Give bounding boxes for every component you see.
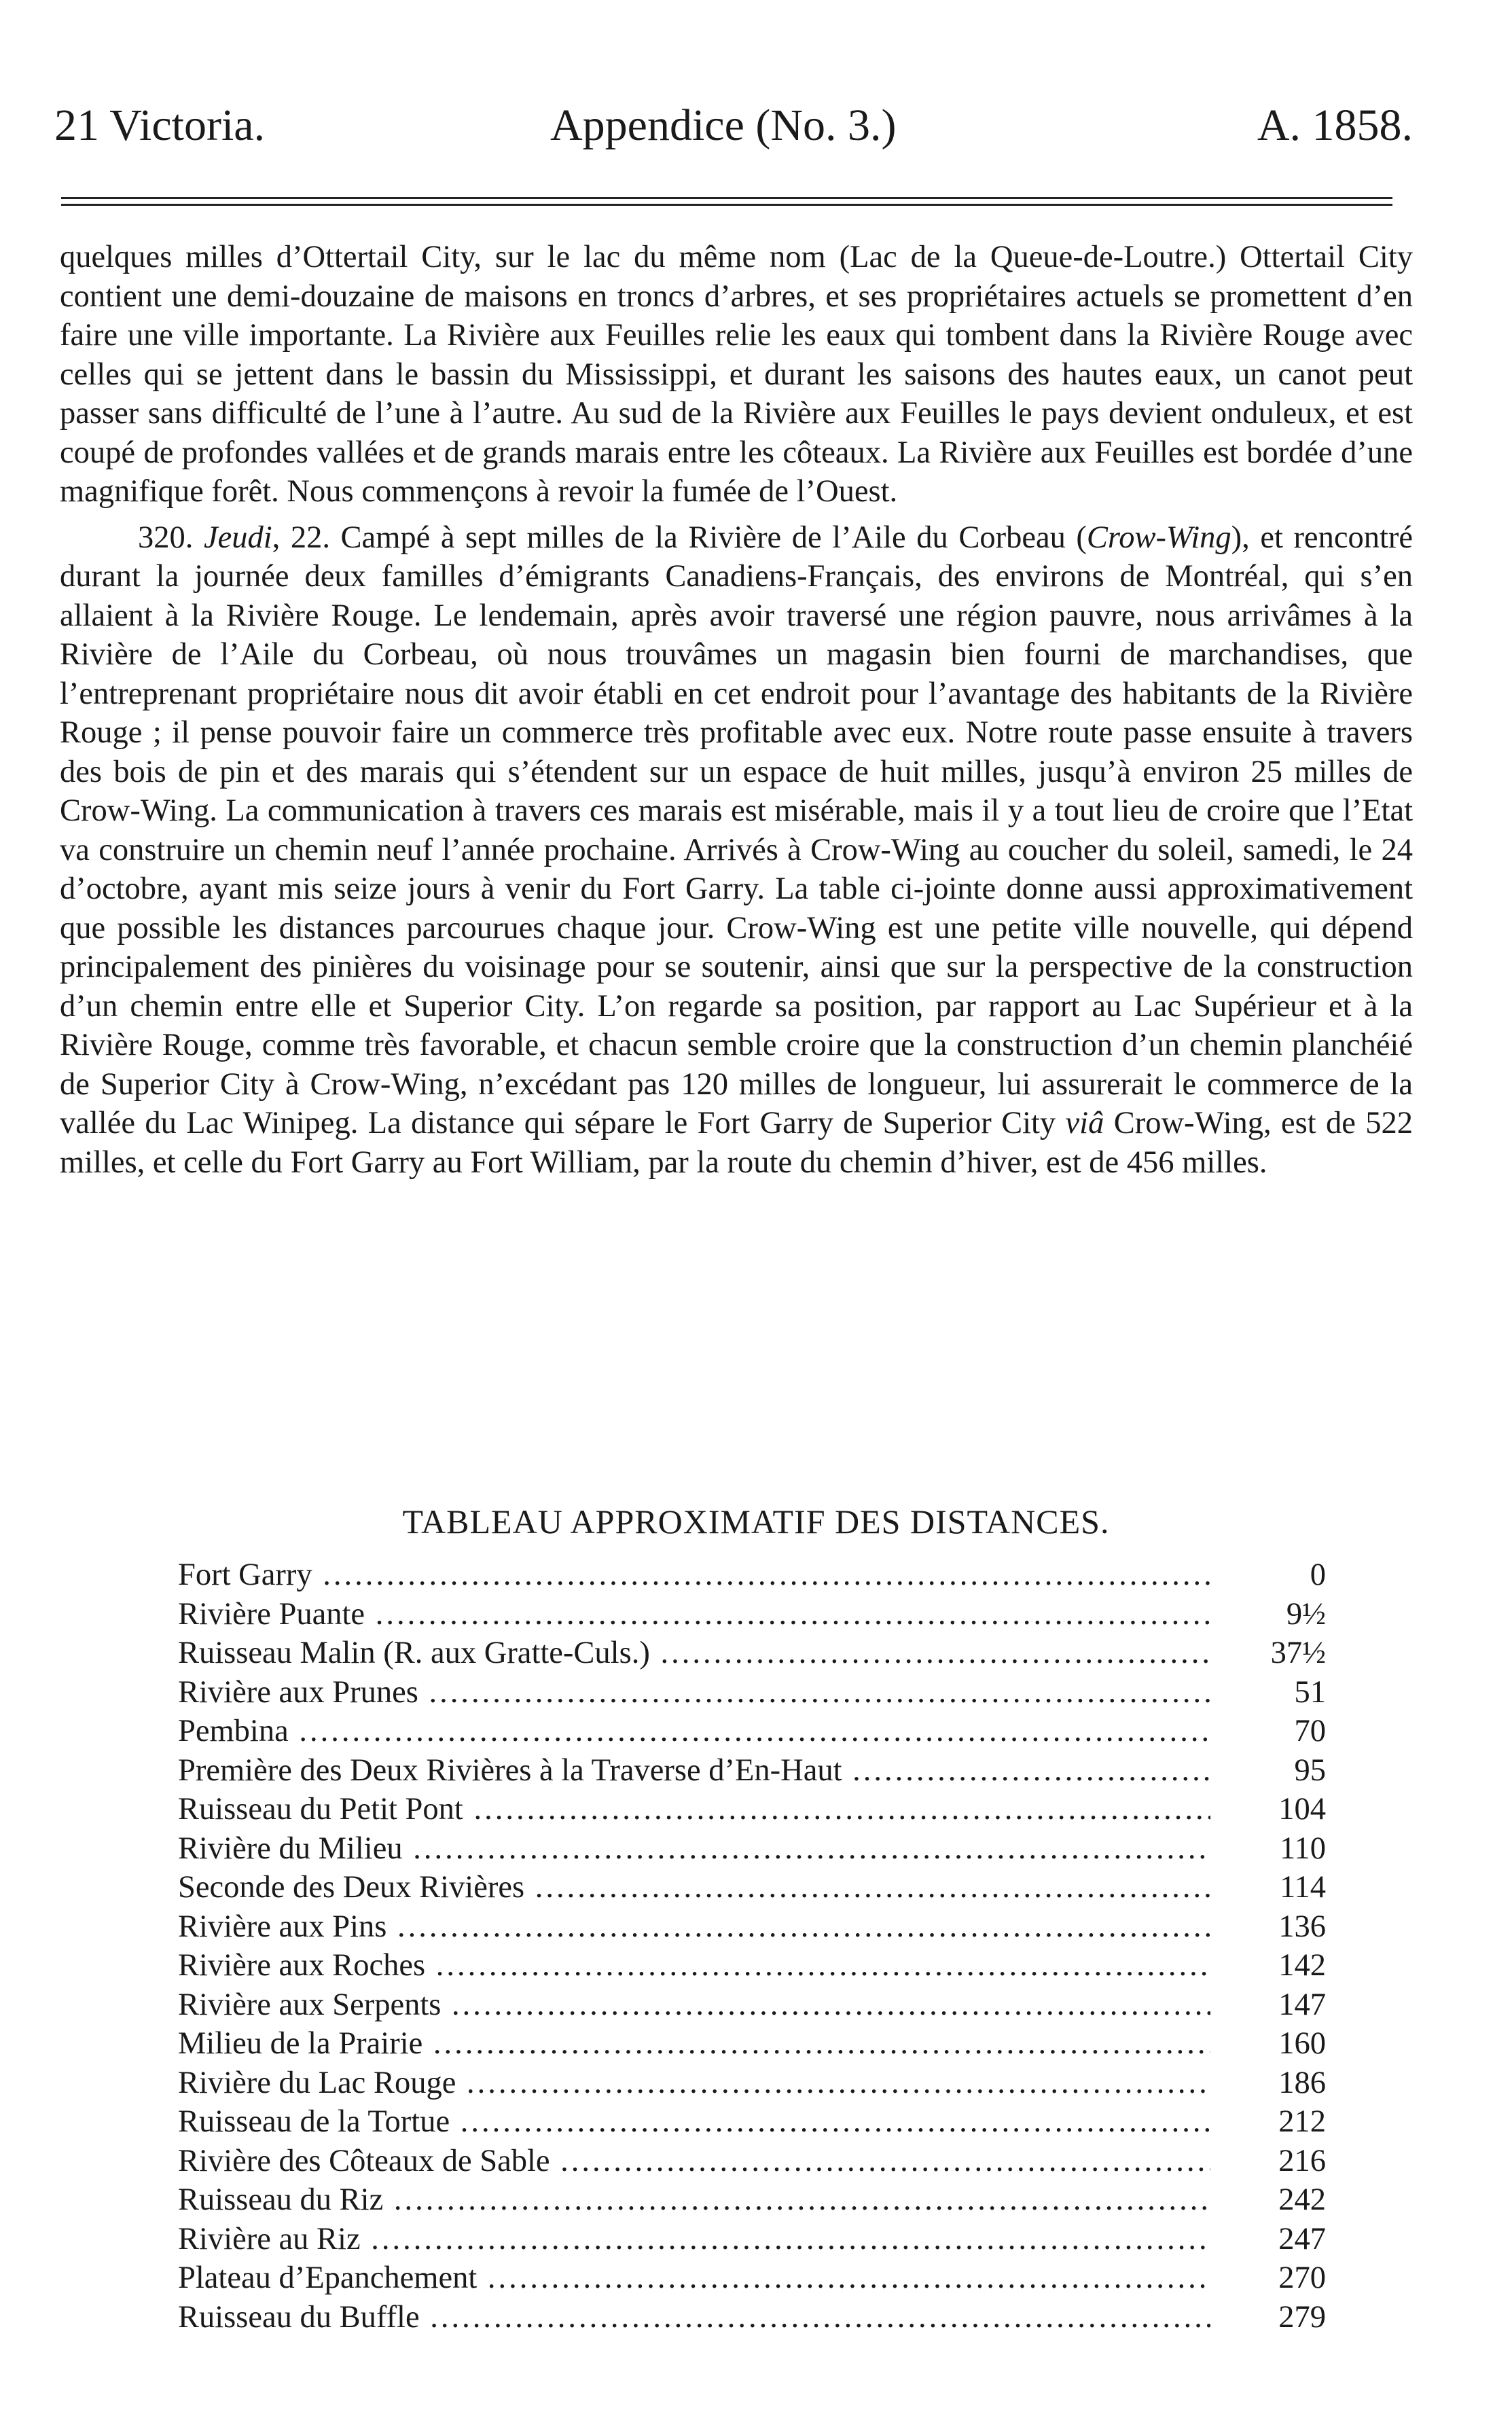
paragraph-text-a: , 22. Campé à sept milles de la Rivière de l’Aile du Corbeau ( <box>272 520 1087 555</box>
header-session: 21 Victoria. <box>54 101 266 150</box>
place-name: Rivière aux Serpents ..... <box>178 1985 1210 2025</box>
header-year: A. 1858. <box>1257 101 1413 150</box>
table-row <box>178 1712 1326 1751</box>
place-name: Rivière Puante ..... <box>178 1595 1210 1634</box>
place-name: Ruisseau du Buffle ..... <box>178 2298 1210 2337</box>
place-name: Pembina ..... <box>178 1712 1210 1751</box>
paragraph-number: 320. <box>138 520 194 555</box>
place-name: Rivière aux Pins ..... <box>178 1907 1210 1947</box>
distance-value: 242 <box>1224 2180 1326 2220</box>
paragraph-text-b: ), et rencontré durant la journée deux familles d’émigrants Canadiens-Français, des environs de Montréal, qui s’en allaient à la Rivière Rouge. Le lendemain, après avoir traversé une région pauvre, nous arrivâmes à la Rivière de l’Aile du Corbeau, où nous trouvâmes un magasin bien fourni de marchandises, que l’entreprenant propriétaire nous dit avoir établi en cet endroit pour l’avantage des habitants de la Rivière Rouge ; il pense pouvoir faire un commerce très profitable avec eux. Notre route passe ensuite à travers des bois de pin et des marais qui s’étendent sur un espace de huit milles, jusqu’à environ 25 milles de Crow-Wing. La communication à travers ces marais est misérable, mais il y a tout lieu de croire que l’Etat va construire un chemin neuf l’année prochaine. Arrivés à Crow-Wing au coucher du soleil, samedi, le 24 d’octobre, ayant mis seize jours à venir du Fort Garry. La table ci-jointe donne aussi approximativement que possible les distances parcourues chaque jour. Crow-Wing est une petite ville nouvelle, qui dépend principalement des pinières du voisinage pour se soutenir, ainsi que sur la perspective de la construction d’un chemin entre elle et Superior City. L’on regarde sa position, par rapport au Lac Supérieur et à la Rivière Rouge, comme très favorable, et chacun semble croire que la construction d’un chemin planchéié de Superior City à Crow-Wing, n’excédant pas 120 milles de longueur, lui assurerait le commerce de la vallée du Lac Winipeg. La distance qui sépare le Fort Garry de Superior City <box>60 520 1414 1140</box>
table-row <box>178 1985 1326 2025</box>
distance-value: 0 <box>1224 1555 1326 1595</box>
distance-value: 95 <box>1224 1751 1326 1791</box>
place-name: Plateau d’Epanchement ..... <box>178 2259 1210 2298</box>
table-row <box>178 2259 1326 2298</box>
distance-value: 247 <box>1224 2220 1326 2259</box>
distance-value: 104 <box>1224 1790 1326 1829</box>
distance-value: 51 <box>1224 1673 1326 1712</box>
place-name: Ruisseau du Petit Pont ..... <box>178 1790 1210 1829</box>
place-name: Seconde des Deux Rivières ..... <box>178 1868 1210 1907</box>
table-row <box>178 1946 1326 1985</box>
place-name: Rivière aux Roches ..... <box>178 1946 1210 1985</box>
header-rule-top <box>61 197 1392 199</box>
place-name: Rivière des Côteaux de Sable ..... <box>178 2142 1210 2181</box>
place-name: Ruisseau de la Tortue ..... <box>178 2102 1210 2142</box>
crow-wing-italic: Crow-Wing <box>1086 520 1231 555</box>
place-name: Première des Deux Rivières à la Traverse d’En-Haut ..... <box>178 1751 1210 1791</box>
place-name: Ruisseau Malin (R. aux Gratte-Culs.) ..... <box>178 1634 1210 1673</box>
header-appendix: Appendice (No. 3.) <box>550 101 897 150</box>
place-name: Fort Garry ..... <box>178 1555 1210 1595</box>
distance-value: 9½ <box>1224 1595 1326 1634</box>
table-row <box>178 1751 1326 1791</box>
table-row <box>178 1829 1326 1869</box>
distance-value: 186 <box>1224 2064 1326 2103</box>
paragraph-continued: quelques milles d’Ottertail City, sur le lac du même nom (Lac de la Queue-de-Loutre.) Ottertail City contient une demi-douzaine de maisons en troncs d’arbres, et ses propriétaires actuels se promettent d’en faire une ville importante. La Rivière aux Feuilles relie les eaux qui tombent dans la Rivière Rouge avec celles qui se jettent dans le bassin du Mississippi, et durant les saisons des hautes eaux, un canot peut passer sans difficulté de l’une à l’autre. Au sud de la Rivière aux Feuilles le pays devient onduleux, et est coupé de profondes vallées et de grands marais entre les côteaux. La Rivière aux Feuilles est bordée d’une magnifique forêt. Nous commençons à revoir la fumée de l’Ouest. <box>60 240 1413 509</box>
distance-value: 279 <box>1224 2298 1326 2337</box>
via-italic: viâ <box>1065 1106 1104 1140</box>
distance-value: 216 <box>1224 2142 1326 2181</box>
paragraph-320 <box>60 518 1413 1183</box>
page-header <box>54 95 1413 156</box>
table-row <box>178 1595 1326 1634</box>
place-name: Rivière du Milieu ..... <box>178 1829 1210 1869</box>
distance-value: 37½ <box>1224 1634 1326 1673</box>
table-row <box>178 2024 1326 2064</box>
distance-value: 160 <box>1224 2024 1326 2064</box>
table-row <box>178 1907 1326 1947</box>
table-title: TABLEAU APPROXIMATIF DES DISTANCES. <box>402 1503 1110 1541</box>
distance-value: 110 <box>1224 1829 1326 1869</box>
table-row <box>178 1868 1326 1907</box>
distance-table <box>178 1555 1326 2337</box>
distance-value: 212 <box>1224 2102 1326 2142</box>
table-row <box>178 2220 1326 2259</box>
place-name: Milieu de la Prairie ..... <box>178 2024 1210 2064</box>
distance-value: 114 <box>1224 1868 1326 1907</box>
distance-value: 147 <box>1224 1985 1326 2025</box>
paragraph-day: Jeudi <box>203 520 272 555</box>
table-row <box>178 2102 1326 2142</box>
place-name: Rivière au Riz ..... <box>178 2220 1210 2259</box>
table-row <box>178 1555 1326 1595</box>
table-row <box>178 1673 1326 1712</box>
distance-value: 136 <box>1224 1907 1326 1947</box>
paragraph-text-c: Crow-Wing, est de 522 milles, et celle du Fort Garry au Fort William, par la route du chemin d’hiver, est de 456 milles. <box>60 1106 1413 1180</box>
header-rule-bottom <box>61 204 1392 206</box>
table-row <box>178 2180 1326 2220</box>
distance-value: 142 <box>1224 1946 1326 1985</box>
distance-value: 270 <box>1224 2259 1326 2298</box>
table-row <box>178 1790 1326 1829</box>
distance-value: 70 <box>1224 1712 1326 1751</box>
place-name: Ruisseau du Riz ..... <box>178 2180 1210 2220</box>
table-row <box>178 2298 1326 2337</box>
table-row <box>178 2064 1326 2103</box>
table-row <box>178 1634 1326 1673</box>
table-row <box>178 2142 1326 2181</box>
body-text <box>60 238 1413 1182</box>
place-name: Rivière du Lac Rouge ..... <box>178 2064 1210 2103</box>
place-name: Rivière aux Prunes ..... <box>178 1673 1210 1712</box>
